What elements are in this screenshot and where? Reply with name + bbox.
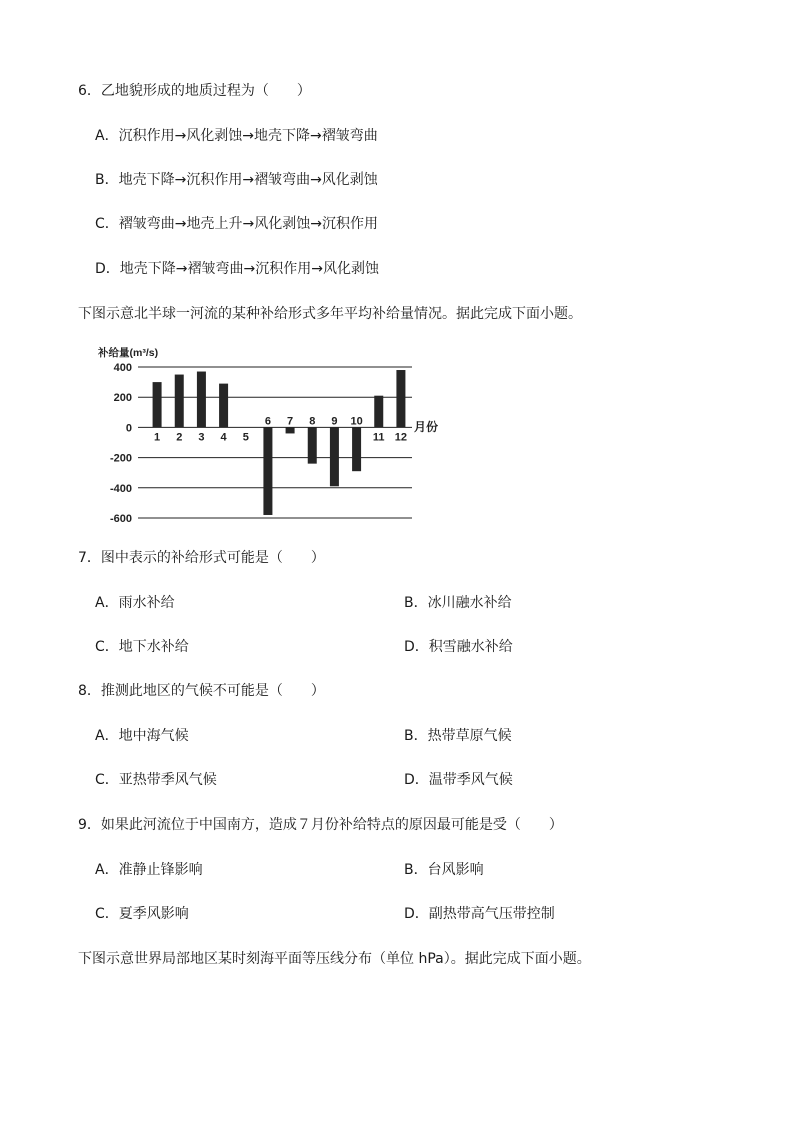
q8-option-d: D．温带季风气候: [404, 772, 513, 788]
q7-option-a: A．雨水补给: [95, 595, 175, 611]
chart-x-axis-label: 月份: [414, 420, 439, 434]
bar-month-9: [330, 427, 339, 486]
q9-option-c: C．夏季风影响: [95, 906, 189, 922]
bar-month-4: [219, 384, 228, 428]
q8-stem: 8．推测此地区的气候不可能是（ ）: [78, 683, 325, 699]
bar-month-10: [352, 427, 361, 471]
x-tick-label: 3: [198, 431, 205, 444]
x-tick-label: 7: [287, 415, 294, 428]
q9-option-b: B．台风影响: [404, 862, 484, 878]
y-tick-label: -200: [109, 452, 132, 465]
bar-month-2: [175, 375, 184, 428]
x-tick-label: 11: [372, 431, 385, 444]
bar-month-3: [197, 372, 206, 428]
y-tick-label: 0: [125, 422, 132, 435]
y-tick-label: -400: [109, 482, 132, 495]
y-tick-label: 200: [113, 392, 132, 405]
bar-month-7: [286, 427, 295, 433]
q8-option-a: A．地中海气候: [95, 728, 189, 744]
q7-stem: 7．图中表示的补给形式可能是（ ）: [78, 550, 325, 566]
recharge-bar-chart: [92, 340, 452, 530]
x-tick-label: 8: [309, 415, 316, 428]
bar-month-1: [153, 382, 162, 427]
q7-option-c: C．地下水补给: [95, 639, 189, 655]
q6-option-d: D．地壳下降→褶皱弯曲→沉积作用→风化剥蚀: [95, 261, 379, 277]
q6-stem: 6．乙地貌形成的地质过程为（ ）: [78, 83, 311, 99]
q9-stem: 9．如果此河流位于中国南方，造成７月份补给特点的原因最可能是受（ ）: [78, 817, 563, 833]
intro-text-2: 下图示意世界局部地区某时刻海平面等压线分布（单位 hPa）。据此完成下面小题。: [78, 951, 591, 967]
q6-option-a: A．沉积作用→风化剥蚀→地壳下降→褶皱弯曲: [95, 128, 378, 144]
x-tick-label: 12: [394, 431, 408, 444]
intro-text-1: 下图示意北半球一河流的某种补给形式多年平均补给量情况。据此完成下面小题。: [78, 306, 582, 322]
q6-option-c: C．褶皱弯曲→地壳上升→风化剥蚀→沉积作用: [95, 216, 378, 232]
q8-option-c: C．亚热带季风气候: [95, 772, 217, 788]
bar-month-8: [308, 427, 317, 463]
x-tick-label: 4: [220, 431, 227, 444]
chart-bars: [153, 370, 406, 515]
q9-option-d: D．副热带高气压带控制: [404, 906, 555, 922]
q7-option-d: D．积雪融水补给: [404, 639, 513, 655]
y-tick-label: -600: [109, 513, 132, 525]
bar-month-11: [374, 396, 383, 428]
q6-option-b: B．地壳下降→沉积作用→褶皱弯曲→风化剥蚀: [95, 172, 378, 188]
x-tick-label: 2: [176, 431, 183, 444]
bar-month-12: [396, 370, 405, 427]
x-tick-label: 1: [154, 431, 161, 444]
y-tick-label: 400: [113, 362, 132, 374]
q7-option-b: B．冰川融水补给: [404, 595, 512, 611]
x-tick-label: 9: [331, 415, 338, 428]
chart-y-axis-label: 补给量(m³/s): [98, 347, 159, 359]
q8-option-b: B．热带草原气候: [404, 728, 512, 744]
q9-option-a: A．准静止锋影响: [95, 862, 203, 878]
chart-x-labels: [154, 415, 407, 443]
x-tick-label: 6: [264, 415, 271, 428]
x-tick-label: 5: [242, 431, 249, 444]
chart-y-ticks: [110, 362, 132, 525]
x-tick-label: 10: [350, 415, 363, 428]
bar-month-6: [263, 427, 272, 515]
